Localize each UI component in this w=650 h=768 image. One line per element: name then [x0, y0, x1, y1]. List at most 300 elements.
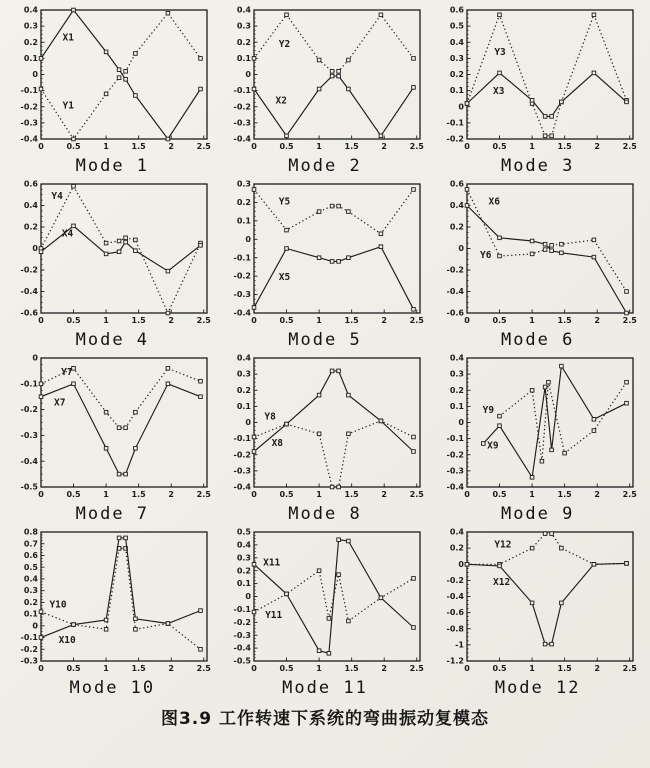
- mode-10-chart: [8, 526, 216, 678]
- plot-frame: [467, 358, 633, 487]
- series-X2-marker: [317, 87, 321, 91]
- series-X10-marker: [72, 623, 76, 627]
- y-tick-label: 0.3: [236, 369, 251, 379]
- series-X1-label: X1: [62, 32, 75, 44]
- series-X8-label: X8: [271, 437, 284, 449]
- mode-title: Mode 5: [288, 330, 362, 350]
- series-X6-marker: [465, 204, 469, 208]
- series-X12-marker: [559, 601, 563, 605]
- x-tick-label: 2.5: [409, 316, 424, 325]
- series-Y11-marker: [252, 610, 256, 614]
- x-tick-label: 0.5: [492, 664, 507, 673]
- series-X12-marker: [624, 562, 628, 566]
- chart-cell: [431, 352, 644, 524]
- y-tick-label: 0.2: [449, 385, 464, 395]
- y-tick-label: 0.2: [236, 385, 251, 395]
- chart-cell: [219, 352, 432, 524]
- y-tick-label: 0: [32, 244, 39, 254]
- x-tick-label: 2: [381, 490, 387, 499]
- series-Y7-marker: [118, 426, 122, 430]
- series-X9-line: [483, 366, 626, 477]
- series-X10-marker: [105, 618, 109, 622]
- series-X8-marker: [412, 450, 416, 454]
- y-tick-label: 0.6: [24, 551, 39, 561]
- series-Y4-marker: [134, 238, 138, 242]
- series-X3-marker: [624, 100, 628, 104]
- y-tick-label: -0.6: [20, 308, 39, 318]
- series-X9-marker: [559, 364, 563, 368]
- y-tick-label: 0.4: [236, 540, 251, 550]
- x-tick-label: 1: [316, 142, 322, 151]
- series-X6-marker: [530, 239, 534, 243]
- y-tick-label: -0.4: [446, 287, 464, 297]
- series-Y7-marker: [199, 379, 203, 383]
- series-Y12-marker: [530, 546, 534, 550]
- series-X4-marker: [166, 269, 170, 273]
- series-X12-marker: [543, 642, 547, 646]
- series-Y1-marker: [134, 52, 138, 56]
- series-Y8-marker: [252, 435, 256, 439]
- series-Y8-marker: [330, 485, 334, 489]
- y-tick-label: -0.4: [233, 308, 251, 318]
- series-X4-marker: [124, 240, 128, 244]
- y-tick-label: -0.2: [446, 575, 464, 585]
- series-X3-line: [467, 73, 627, 117]
- x-tick-label: 2: [168, 142, 175, 151]
- x-tick-label: 1.5: [344, 316, 359, 325]
- y-tick-label: -0.3: [233, 290, 251, 300]
- y-tick-label: 0.5: [236, 527, 251, 537]
- series-Y1-marker: [199, 57, 203, 61]
- chart-cell: [6, 526, 219, 698]
- series-Y1-marker: [72, 137, 76, 141]
- y-tick-label: -0.1: [233, 86, 251, 96]
- series-Y11-marker: [412, 577, 416, 581]
- series-X11-marker: [327, 652, 331, 656]
- series-X2-marker: [337, 74, 341, 78]
- x-tick-label: 1.5: [557, 316, 572, 325]
- y-tick-label: -0.1: [233, 253, 251, 263]
- chart-cell: [219, 178, 432, 350]
- series-X9-marker: [592, 418, 596, 422]
- y-tick-label: -0.1: [20, 633, 39, 643]
- series-X7-marker: [40, 395, 44, 399]
- series-X5-label: X5: [278, 271, 291, 283]
- y-tick-label: 0.1: [236, 401, 251, 411]
- series-Y7-marker: [134, 410, 138, 414]
- y-tick-label: -0.3: [20, 656, 39, 666]
- series-Y2-marker: [412, 57, 416, 61]
- series-X3-marker: [465, 102, 469, 106]
- x-tick-label: 1: [528, 664, 535, 673]
- series-X8-marker: [337, 369, 341, 373]
- x-tick-label: 0: [463, 664, 470, 673]
- x-tick-label: 1.5: [344, 490, 359, 499]
- series-X6-marker: [592, 255, 596, 259]
- x-tick-label: 0.5: [492, 490, 507, 499]
- y-tick-label: 0.4: [449, 201, 464, 211]
- series-Y4-marker: [105, 241, 109, 245]
- chart-cell: [219, 4, 432, 176]
- series-X11-marker: [317, 649, 321, 653]
- series-Y9-line: [499, 382, 626, 461]
- mode-12-chart: [434, 526, 642, 678]
- series-X11-label: X11: [263, 557, 281, 569]
- series-X1-marker: [118, 68, 122, 72]
- series-Y10-marker: [40, 610, 44, 614]
- y-tick-label: -0.1: [20, 379, 39, 389]
- series-X2-marker: [252, 87, 256, 91]
- series-Y5-marker: [252, 188, 256, 192]
- y-tick-label: 0.1: [449, 86, 464, 96]
- y-tick-label: 0.1: [236, 216, 251, 226]
- series-Y2-marker: [337, 70, 341, 74]
- series-X10-marker: [134, 617, 138, 621]
- y-tick-label: -0.6: [446, 608, 464, 618]
- series-Y6-marker: [549, 244, 553, 248]
- series-Y6-label: Y6: [479, 250, 492, 262]
- series-Y2-label: Y2: [278, 39, 291, 51]
- series-Y4-marker: [166, 311, 170, 315]
- mode-3-chart: [434, 4, 642, 156]
- series-Y5-marker: [317, 210, 321, 214]
- series-Y9-marker: [497, 414, 501, 418]
- y-tick-label: 0.2: [449, 543, 464, 553]
- series-X4-marker: [72, 224, 76, 228]
- series-X4-marker: [118, 250, 122, 254]
- x-tick-label: 2.5: [622, 664, 637, 673]
- plot-frame: [467, 10, 633, 139]
- x-tick-label: 2.5: [409, 142, 424, 151]
- y-tick-label: 0.2: [236, 37, 251, 47]
- x-tick-label: 2: [381, 664, 387, 673]
- x-tick-label: 2.5: [196, 664, 212, 673]
- x-tick-label: 0: [38, 664, 45, 673]
- series-Y1-marker: [105, 92, 109, 96]
- y-tick-label: 0: [245, 592, 251, 602]
- x-tick-label: 1: [103, 316, 110, 325]
- y-tick-label: 0.1: [236, 579, 251, 589]
- x-tick-label: 1.5: [344, 664, 359, 673]
- chart-cell: [431, 4, 644, 176]
- x-tick-label: 1: [316, 490, 322, 499]
- series-Y7-label: Y7: [61, 366, 73, 378]
- series-Y6-marker: [624, 290, 628, 294]
- y-tick-label: -0.3: [233, 630, 251, 640]
- plot-frame: [41, 184, 207, 313]
- x-tick-label: 1.5: [131, 142, 147, 151]
- x-tick-label: 2.5: [622, 316, 637, 325]
- x-tick-label: 2.5: [409, 664, 424, 673]
- x-tick-label: 1.5: [557, 142, 572, 151]
- mode-9-chart: [434, 352, 642, 504]
- x-tick-label: 2.5: [196, 490, 212, 499]
- series-Y5-marker: [347, 210, 351, 214]
- x-tick-label: 1: [528, 316, 535, 325]
- series-X1-marker: [134, 94, 138, 98]
- series-X9-marker: [549, 448, 553, 452]
- x-tick-label: 1: [103, 664, 110, 673]
- x-tick-label: 2: [381, 142, 387, 151]
- y-tick-label: -0.1: [446, 118, 464, 128]
- series-X11-marker: [252, 563, 256, 567]
- series-Y8-marker: [412, 435, 416, 439]
- series-X8-marker: [252, 450, 256, 454]
- mode-title: Mode 1: [75, 156, 150, 176]
- series-X1-marker: [72, 8, 76, 12]
- y-tick-label: 0: [458, 559, 464, 569]
- series-Y6-marker: [543, 248, 547, 252]
- y-tick-label: 0.3: [236, 553, 251, 563]
- series-Y11-marker: [285, 592, 289, 596]
- y-tick-label: 0: [245, 234, 251, 244]
- series-Y9-marker: [562, 451, 566, 455]
- series-Y12-line: [467, 534, 627, 565]
- y-tick-label: -0.2: [20, 405, 39, 415]
- y-tick-label: -0.1: [446, 434, 464, 444]
- x-tick-label: 0: [38, 316, 45, 325]
- series-X9-marker: [624, 401, 628, 405]
- series-Y3-marker: [549, 134, 553, 138]
- chart-cell: [6, 178, 219, 350]
- figure-caption: 图3.9 工作转速下系统的弯曲振动复模态: [160, 709, 490, 729]
- y-tick-label: 0.1: [24, 609, 39, 619]
- series-Y6-marker: [559, 242, 563, 246]
- series-X7-marker: [72, 382, 76, 386]
- y-tick-label: 0.1: [449, 401, 464, 411]
- x-tick-label: 1: [316, 316, 322, 325]
- y-tick-label: 0.2: [449, 222, 464, 232]
- x-tick-label: 0: [251, 490, 257, 499]
- series-X10-marker: [124, 536, 128, 540]
- x-tick-label: 1: [103, 142, 110, 151]
- series-X6-marker: [559, 251, 563, 255]
- y-tick-label: 0.3: [449, 369, 464, 379]
- y-tick-label: 0.3: [24, 586, 39, 596]
- series-X12-line: [467, 563, 627, 644]
- series-X2-marker: [330, 74, 334, 78]
- x-tick-label: 0.5: [492, 142, 507, 151]
- y-tick-label: -0.6: [446, 308, 464, 318]
- y-tick-label: -0.4: [446, 482, 464, 492]
- series-X8-marker: [317, 393, 321, 397]
- series-Y12-marker: [549, 532, 553, 536]
- y-tick-label: 0.1: [236, 53, 251, 63]
- x-tick-label: 2: [594, 316, 600, 325]
- x-tick-label: 0.5: [279, 664, 294, 673]
- series-Y2-marker: [317, 58, 321, 62]
- series-Y6-marker: [592, 238, 596, 242]
- x-tick-label: 0: [463, 490, 470, 499]
- series-X12-marker: [592, 563, 596, 567]
- x-tick-label: 1: [528, 142, 535, 151]
- mode-title: Mode 4: [75, 330, 150, 350]
- y-tick-label: 0: [32, 621, 39, 631]
- series-X10-label: X10: [58, 634, 77, 646]
- series-X11-marker: [337, 538, 341, 542]
- series-X3-marker: [559, 100, 563, 104]
- series-Y9-marker: [540, 459, 544, 463]
- series-X5-marker: [412, 308, 416, 312]
- x-tick-label: 1.5: [131, 316, 147, 325]
- y-tick-label: -0.3: [446, 466, 464, 476]
- series-X12-marker: [530, 601, 534, 605]
- y-tick-label: 0: [245, 70, 251, 80]
- y-tick-label: -0.2: [233, 450, 251, 460]
- x-tick-label: 0.5: [66, 316, 81, 325]
- series-Y9-marker: [592, 429, 596, 433]
- series-Y9-label: Y9: [482, 404, 494, 416]
- y-tick-label: 0.4: [24, 201, 39, 211]
- series-Y4-marker: [124, 236, 128, 240]
- series-X4-marker: [199, 244, 203, 248]
- y-tick-label: 0.4: [449, 37, 464, 47]
- series-Y11-marker: [337, 573, 341, 577]
- series-Y11-marker: [379, 596, 383, 600]
- y-tick-label: 0.5: [24, 562, 39, 572]
- y-tick-label: -0.4: [233, 134, 251, 144]
- series-X12-marker: [497, 564, 501, 568]
- x-tick-label: 1.5: [557, 664, 572, 673]
- x-tick-label: 0: [251, 142, 257, 151]
- series-Y3-marker: [592, 13, 596, 17]
- series-X4-marker: [40, 250, 44, 254]
- series-X3-marker: [530, 99, 534, 103]
- series-X10-line: [41, 538, 201, 638]
- series-X10-marker: [166, 622, 170, 626]
- y-tick-label: 0.3: [449, 53, 464, 63]
- series-Y7-marker: [166, 367, 170, 371]
- y-tick-label: 0: [32, 353, 39, 363]
- series-X3-label: X3: [492, 85, 505, 97]
- y-tick-label: -0.1: [233, 605, 251, 614]
- y-tick-label: -0.3: [233, 118, 251, 128]
- y-tick-label: -0.4: [20, 134, 39, 144]
- y-tick-label: 0.2: [449, 70, 464, 80]
- series-Y8-marker: [317, 432, 321, 436]
- x-tick-label: 2.5: [196, 142, 212, 151]
- series-X5-marker: [337, 260, 341, 264]
- plot-frame: [41, 10, 207, 139]
- series-Y2-marker: [347, 58, 351, 62]
- y-tick-label: 0: [458, 102, 464, 112]
- series-X2-marker: [379, 134, 383, 138]
- series-X7-marker: [105, 447, 109, 451]
- y-tick-label: 0.2: [236, 198, 251, 208]
- series-Y9-marker: [530, 389, 534, 393]
- series-Y3-marker: [543, 134, 547, 138]
- mode-8-chart: [221, 352, 429, 504]
- y-tick-label: 0.4: [449, 353, 464, 363]
- mode-title: Mode 2: [288, 156, 362, 176]
- series-Y8-marker: [285, 422, 289, 426]
- series-X9-marker: [497, 424, 501, 428]
- mode-title: Mode 8: [288, 504, 362, 524]
- series-X1-marker: [199, 87, 203, 91]
- y-tick-label: -0.3: [20, 118, 39, 128]
- series-X9-marker: [543, 385, 547, 389]
- series-X1-marker: [105, 50, 109, 54]
- y-tick-label: -0.2: [233, 271, 251, 281]
- series-X6-marker: [497, 236, 501, 240]
- series-X3-marker: [592, 71, 596, 75]
- series-X7-marker: [124, 472, 128, 476]
- y-tick-label: 0.6: [24, 179, 39, 189]
- series-X8-marker: [330, 369, 334, 373]
- mode-6-chart: [434, 178, 642, 330]
- x-tick-label: 2: [381, 316, 387, 325]
- x-tick-label: 0: [38, 142, 45, 151]
- y-tick-label: 0.7: [24, 539, 39, 549]
- x-tick-label: 0: [463, 316, 470, 325]
- y-tick-label: 0.2: [236, 566, 251, 576]
- y-tick-label: -0.1: [20, 86, 39, 96]
- plot-frame: [467, 532, 633, 661]
- series-Y3-marker: [497, 13, 501, 17]
- y-tick-label: -0.4: [20, 287, 39, 297]
- series-X5-marker: [347, 256, 351, 260]
- series-Y3-label: Y3: [493, 47, 506, 59]
- series-Y9-marker: [624, 380, 628, 384]
- series-X12-marker: [465, 563, 469, 567]
- series-Y1-marker: [166, 11, 170, 15]
- x-tick-label: 1: [103, 490, 110, 499]
- series-Y7-marker: [105, 410, 109, 414]
- y-tick-label: 0: [245, 418, 251, 428]
- series-X3-marker: [497, 71, 501, 75]
- y-tick-label: -0.2: [446, 265, 464, 275]
- y-tick-label: 0.1: [24, 53, 39, 63]
- x-tick-label: 0.5: [279, 316, 294, 325]
- x-tick-label: 2.5: [196, 316, 212, 325]
- y-tick-label: -0.4: [233, 643, 251, 653]
- series-Y5-marker: [330, 204, 334, 208]
- y-tick-label: 0.6: [449, 5, 464, 15]
- series-X1-marker: [166, 137, 170, 141]
- x-tick-label: 2.5: [622, 142, 637, 151]
- y-tick-label: -0.2: [446, 134, 464, 144]
- y-tick-label: -0.3: [233, 466, 251, 476]
- series-X5-marker: [285, 247, 289, 251]
- series-Y5-marker: [379, 232, 383, 236]
- series-Y10-marker: [134, 628, 138, 632]
- y-tick-label: -0.3: [20, 431, 39, 440]
- plot-frame: [254, 532, 420, 661]
- series-Y1-marker: [118, 76, 122, 80]
- y-tick-label: -0.4: [446, 592, 464, 602]
- series-Y7-marker: [40, 382, 44, 386]
- series-Y2-marker: [379, 13, 383, 17]
- series-X5-marker: [252, 306, 256, 310]
- series-Y5-marker: [412, 188, 416, 192]
- y-tick-label: 0.4: [24, 5, 39, 15]
- y-tick-label: 0.2: [24, 597, 39, 607]
- y-tick-label: 0.8: [24, 527, 39, 537]
- y-tick-label: -0.8: [446, 624, 464, 634]
- x-tick-label: 0: [251, 664, 257, 673]
- series-X6-label: X6: [488, 196, 500, 208]
- series-X4-marker: [105, 252, 109, 256]
- series-X7-marker: [118, 472, 122, 476]
- x-tick-label: 0.5: [66, 664, 81, 673]
- series-Y7-marker: [124, 426, 128, 430]
- series-X11-marker: [347, 539, 351, 543]
- chart-cell: [219, 526, 432, 698]
- x-tick-label: 1: [528, 490, 535, 499]
- series-X2-marker: [347, 87, 351, 91]
- y-tick-label: 0.4: [236, 353, 251, 363]
- mode-title: Mode 10: [69, 678, 156, 698]
